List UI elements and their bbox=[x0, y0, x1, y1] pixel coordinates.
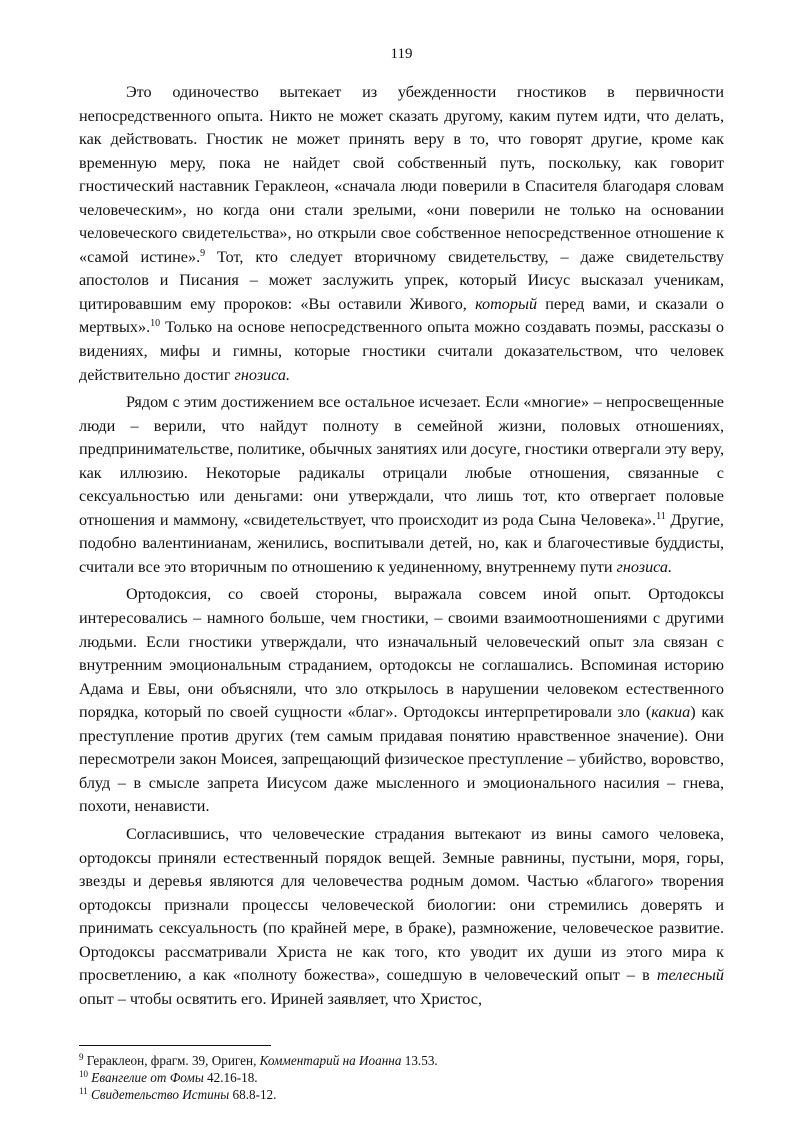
text-run: Рядом с этим достижением все остальное исчезает. Если «многие» – непросвещенные люди – верили, что найдут полноту в семейной жизни, половых отношениях, предпринимательстве, политике, обычных занятиях или досуге, гностики отвергали эту веру, как иллюзию. Некоторые радикалы отрицали любые отношения, связанные с сексуальностью или деньгами: они утверждали, что лишь тот, кто отвергает половые отношения и маммону, «свидетельствует, что происходит из рода Сына Человека». bbox=[79, 393, 724, 529]
footnotes bbox=[79, 1052, 724, 1103]
footnote-number: 10 bbox=[79, 1069, 88, 1079]
footnote-separator bbox=[79, 1045, 271, 1046]
italic-term: гнозиса. bbox=[234, 365, 291, 384]
italic-term: телесный bbox=[656, 966, 724, 985]
footnote-ref: 11 bbox=[656, 510, 666, 522]
text-run: Гераклеон, фрагм. 39, Ориген, bbox=[86, 1053, 260, 1068]
text-run: Это одиночество вытекает из убежденности гностиков в первичности непосредственного опыта. Никто не может сказать другому, каким путем идти, что делать, как действовать. Гностик не может принять веру в то, что говорят другие, кроме как временную меру, пока не найдет свой собственный путь, поскольку, как говорит гностический наставник Гераклеон, «сначала люди поверили в Спасителя благодаря словам человеческим», но когда они стали зрелыми, «они поверили не только на основании человеческого свидетельства», но открыли свое собственное непосредственное отношение к «самой истине». bbox=[79, 83, 724, 266]
text-run: 68.8-12. bbox=[229, 1087, 277, 1102]
text-run: 13.53. bbox=[401, 1053, 438, 1068]
text-run: Только на основе непосредственного опыта можно создавать поэмы, рассказы о видениях, мифы и гимны, которые гностики считали доказательством, что человек действительно достиг bbox=[79, 318, 724, 384]
footnote-text bbox=[91, 1070, 257, 1085]
paragraph bbox=[79, 391, 724, 579]
text-run: Другие, подобно валентинианам, женились, воспитывали детей, но, как и благочестивые буддисты, считали все это вторичным по отношению к уединенному, внутреннему пути bbox=[79, 510, 724, 576]
paragraph bbox=[79, 583, 724, 818]
italic-term: гнозиса. bbox=[616, 557, 673, 576]
footnote-ref: 10 bbox=[150, 318, 161, 330]
text-run: ) как преступление против других (тем самым придавая понятию нравственное значение). Они пересмотрели закон Моисея, запрещающий физическое преступление – убийство, воровство, блуд – в смысле запрета Иисусом даже мысленного и эмоционального насилия – гнева, похоти, ненависти. bbox=[79, 703, 724, 816]
text-run: Ортодоксия, со своей стороны, выражала совсем иной опыт. Ортодоксы интересовались – намного больше, чем гностики, – своими взаимоотношениями с другими людьми. Если гностики утверждали, что изначальный человеческий опыт зла связан с внутренним эмоциональным страданием, ортодоксы не соглашались. Вспоминая историю Адама и Евы, они объясняли, что зло открылось в нарушении человеком естественного порядка, который по своей сущности «благ». Ортодоксы интерпретировали зло ( bbox=[79, 585, 724, 722]
text-run: опыт – чтобы освятить его. Ириней заявляет, что Христос, bbox=[79, 989, 483, 1008]
text-run: 42.16-18. bbox=[203, 1070, 258, 1085]
page-spacer bbox=[79, 1011, 724, 1045]
italic-term: Комментарий на Иоанна bbox=[259, 1053, 402, 1068]
italic-term: Евангелие от Фомы bbox=[91, 1070, 204, 1085]
paragraph bbox=[79, 823, 724, 1011]
footnote-ref: 9 bbox=[200, 247, 206, 259]
italic-term: который bbox=[475, 294, 538, 313]
italic-term: какиа bbox=[651, 703, 691, 722]
italic-term: Свидетельство Истины bbox=[90, 1087, 230, 1102]
footnote-text bbox=[91, 1087, 276, 1102]
footnote bbox=[79, 1069, 724, 1086]
body-text bbox=[79, 81, 724, 1011]
footnote-number: 9 bbox=[79, 1052, 84, 1062]
footnote-text bbox=[87, 1053, 438, 1068]
text-run: перед вами, и сказали о мертвых». bbox=[79, 294, 724, 337]
footnote bbox=[79, 1052, 724, 1069]
page bbox=[79, 0, 724, 1133]
footnote bbox=[79, 1086, 724, 1103]
text-run: Тот, кто следует вторичному свидетельству, – даже свидетельству апостолов и Писания – может заслужить упрек, который Иисус высказал ученикам, цитировавшим ему пророков: «Вы оставили Живого, bbox=[79, 247, 724, 313]
text-run: Согласившись, что человеческие страдания вытекают из вины самого человека, ортодоксы приняли естественный порядок вещей. Земные равнины, пустыни, моря, горы, звезды и деревья являются для человечества родным домом. Частью «благого» творения ортодоксы признали процессы человеческой биологии: они стремились доверять и принимать сексуальность (по крайней мере, в браке), размножение, человеческое развитие. Ортодоксы рассматривали Христа не как того, кто уводит их души из этого мира к просветлению, а как «полноту божества», сошедшую в человеческий опыт – в bbox=[79, 824, 724, 985]
paragraph bbox=[79, 81, 724, 387]
footnote-number: 11 bbox=[79, 1086, 88, 1096]
page-number: 119 bbox=[390, 46, 413, 62]
